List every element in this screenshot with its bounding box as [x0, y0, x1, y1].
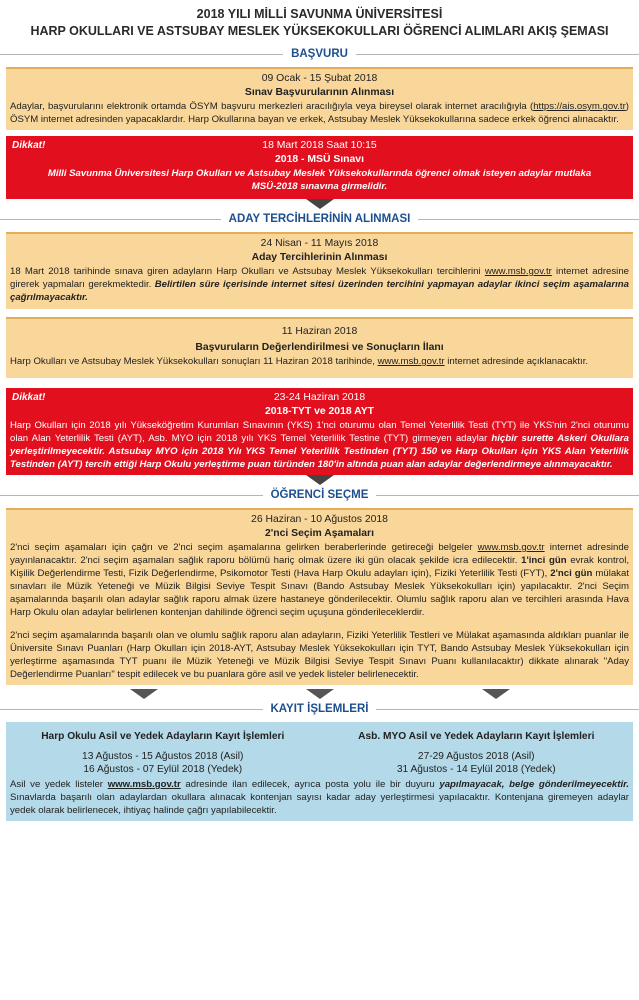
msb-link[interactable]: www.msb.gov.tr	[377, 356, 445, 367]
text-segment: adresinde ilan edilecek, ayrıca posta yolu ile bir duyuru	[180, 779, 440, 790]
osym-link[interactable]: https://ais.osym.gov.tr	[533, 101, 626, 112]
section-label: ÖĞRENCİ SEÇME	[263, 485, 377, 505]
msb-link[interactable]: www.msb.gov.tr	[477, 542, 545, 553]
text-segment: mülakat sınavları ile Müzik Yeteneği ve Müzik Bilgisi Seviye Tespit Sınavı (Bando Astsubay Meslek Yüksekokulları için) yapılacaktır. 2'nci Seçim aşamalarında başarılı olan adaylar sağlık raporu almak üzere hastaneye gönderilecektir. Olumlu sağlık raporu alan ve tercihleri arasında Hava Harp Okulu olan adaylar belirlenen kontenjan dahilinde öğrenci seçim uçuşuna gönderileceklerdir.	[10, 568, 629, 618]
box-text-2: 2'nci seçim aşamalarında başarılı olan ve olumlu sağlık raporu alan adayların, Fiziki Yeterlilik Testleri ve Mülakat aşamasında aldıkları puanlar ile Üniversite Sınavı Puanları (Harp Okulları için 2018-AYT, Astsubay Meslek Yüksekokulları için TYT, Bando Astsubay Meslek Yüksekokulları için yerleştirme aşamasında TYT puanı ile Müzik Yeteneği ve Müzik Bilgisi Seviye Tespit Sınavı Puanı kullanılacaktır) dikkate alınarak "Aday Değerlendirme Puanları" tespit edilecek ve bu puanlara göre asil ve yedek listeler belirlenecektir.	[10, 630, 629, 680]
box-text	[6, 100, 633, 126]
flow-arrow	[482, 689, 510, 699]
page-title: 2018 YILI MİLLİ SAVUNMA ÜNİVERSİTESİ	[196, 7, 443, 21]
msu-box	[6, 136, 633, 199]
column-heading: Harp Okulu Asil ve Yedek Adayların Kayıt İşlemleri	[41, 731, 285, 742]
text-segment: ) ÖSYM internet adresinden yapacaklardır. Harp Okullarına bayan ve erkek, Astsubay Meslek Yüksekokullarına sadece erkek öğrenci alınacaktır.	[10, 101, 629, 125]
box-text	[6, 355, 633, 368]
box-date: 11 Haziran 2018	[281, 326, 358, 337]
column-heading: Asb. MYO Asil ve Yedek Adayların Kayıt İşlemleri	[358, 731, 595, 742]
text-segment: internet adresinde yayınlanacaktır. 2'nci seçim aşamaları sağlık raporu bölümü hariç olmak üzere iki gün olacak şekilde icra edilecektir.	[10, 542, 630, 566]
section-aday	[0, 209, 639, 229]
box-heading: Sınav Başvurularının Alınması	[244, 87, 395, 98]
flow-arrow	[306, 199, 334, 209]
section-label: BAŞVURU	[283, 44, 356, 64]
harp-okulu-column	[6, 730, 320, 776]
box-text	[6, 265, 633, 304]
flow-arrow	[306, 689, 334, 699]
secim-box	[6, 508, 633, 685]
box-heading: Başvuruların Değerlendirilmesi ve Sonuçların İlanı	[195, 342, 444, 353]
box-date: 24 Nisan - 11 Mayıs 2018	[260, 238, 379, 249]
section-kayit	[0, 699, 639, 719]
section-label: KAYIT İŞLEMLERİ	[263, 699, 377, 719]
section-basvuru	[0, 44, 639, 64]
text-segment: Harp Okulları için 2018 yılı Yükseköğretim Kurumları Sınavının (YKS) 1'nci oturumu olan Temel Yeterlilik Testi (TYT) ile YKS'nin 2'nci oturumu olan Alan Yeterlilik Testi (AYT), Asb. MYO için 2018 yılı YKS Temel Yeterlilik Testine (TYT) girmeyen adaylar	[10, 420, 629, 444]
basvuru-box	[6, 67, 633, 130]
box-text	[6, 541, 633, 619]
asb-myo-column	[320, 730, 634, 776]
flow-arrow	[130, 689, 158, 699]
box-heading: Aday Tercihlerinin Alınması	[251, 252, 388, 263]
box-date: 09 Ocak - 15 Şubat 2018	[261, 73, 378, 84]
text-segment: Harp Okulları ve Astsubay Meslek Yüksekokulları sonuçları 11 Haziran 2018 tarihinde,	[10, 356, 378, 367]
warning-text: hiçbir surette Askeri Okullara yerleştirilmeyecektir.	[10, 433, 629, 457]
page-subtitle: HARP OKULLARI VE ASTSUBAY MESLEK YÜKSEKOKULLARI ÖĞRENCİ ALIMLARI AKIŞ ŞEMASI	[30, 24, 609, 38]
day-label: 1'inci gün	[521, 555, 567, 566]
section-label: ADAY TERCİHLERİNİN ALINMASI	[221, 209, 419, 229]
tercih-box	[6, 232, 633, 309]
box-date: 23-24 Haziran 2018	[273, 392, 366, 403]
box-date: 26 Haziran - 10 Ağustos 2018	[251, 514, 388, 525]
sonuc-box	[6, 317, 633, 378]
kayit-box	[6, 722, 633, 821]
box-heading: 2018-TYT ve 2018 AYT	[265, 406, 374, 417]
text-segment: internet adresinde açıklanacaktır.	[444, 356, 589, 367]
text-segment: 18 Mart 2018 tarihinde sınava giren adayların Harp Okulları ve Astsubay Meslek Yüksekokulları tercihlerini	[10, 266, 485, 277]
dikkat-label: Dikkat!	[12, 140, 46, 151]
kayit-date-yedek: 16 Ağustos - 07 Eylül 2018 (Yedek)	[83, 764, 243, 775]
warning-text: Belirtilen süre içerisinde internet sitesi üzerinden tercihini yapmayan adaylar ikinci seçim aşamalarına çağrılmayacaktır.	[10, 279, 629, 303]
text-segment: Adaylar, başvurularını elektronik ortamda ÖSYM başvuru merkezleri aracılığıyla veya bireysel olarak internet aracılığıyla (	[10, 101, 534, 112]
box-text	[6, 778, 633, 817]
kayit-date-asil: 27-29 Ağustos 2018 (Asil)	[417, 751, 535, 762]
box-text	[6, 419, 633, 471]
msb-link[interactable]: www.msb.gov.tr	[107, 779, 181, 790]
section-secme	[0, 485, 639, 505]
text-segment: evrak kontrol, Kişilik Değerlendirme Testi, Fizik Değerlendirme, Psikomotor Testi (Hava Harp Okulu adayları için), Fiziki Yeterlilik Testi (FYT),	[10, 555, 629, 579]
warning-text: Astsubay MYO için 2018 Yılı YKS Temel Yeterlilik Testinden (TYT) 150 ve Harp Okulları için YKS Alan Yeterlilik Testinden (AYT) tercih ettiği Harp Okulu yerleştirme puan türünden 180'in altında puan alan adaylar değerlendirmeye alınmayacaktır.	[10, 446, 629, 470]
flow-arrow	[306, 475, 334, 485]
warning-text: yapılmayacak, belge gönderilmeyecektir.	[439, 779, 630, 790]
box-date: 18 Mart 2018 Saat 10:15	[262, 140, 377, 151]
msb-link[interactable]: www.msb.gov.tr	[484, 266, 552, 277]
kayit-columns	[6, 730, 633, 776]
text-segment: Asil ve yedek listeler	[10, 779, 108, 790]
box-text: Milli Savunma Üniversitesi Harp Okulları ve Astsubay Meslek Yüksekokullarında öğrenci olmak isteyen adaylar mutlaka MSÜ-2018 sınavına girmelidir.	[47, 168, 592, 192]
kayit-date-yedek: 31 Ağustos - 14 Eylül 2018 (Yedek)	[396, 764, 556, 775]
dikkat-label: Dikkat!	[12, 392, 46, 403]
flow-arrows	[130, 689, 510, 699]
text-segment: Sınavlarda başarılı olan adaylardan okullara alınacak kontenjan sayısı kadar aday yerleştirmesi yapılacaktır. Kontenjana giremeyen adaylar yedek olarak belirlenecek, ihtiyaç halinde çağrı yapılabilecektir.	[10, 792, 629, 816]
yks-box	[6, 388, 633, 475]
box-heading: 2'nci Seçim Aşamaları	[265, 528, 374, 539]
text-segment: 2'nci seçim aşamaları için çağrı ve 2'nci seçim aşamalarına gelirken beraberlerinde getireceği belgeler	[10, 542, 478, 553]
box-heading: 2018 - MSÜ Sınavı	[275, 154, 364, 165]
text-segment: internet adresine girerek yapmaları gerekmektedir.	[10, 266, 629, 290]
kayit-date-asil: 13 Ağustos - 15 Ağustos 2018 (Asil)	[82, 751, 244, 762]
day-label: 2'nci gün	[550, 568, 593, 579]
